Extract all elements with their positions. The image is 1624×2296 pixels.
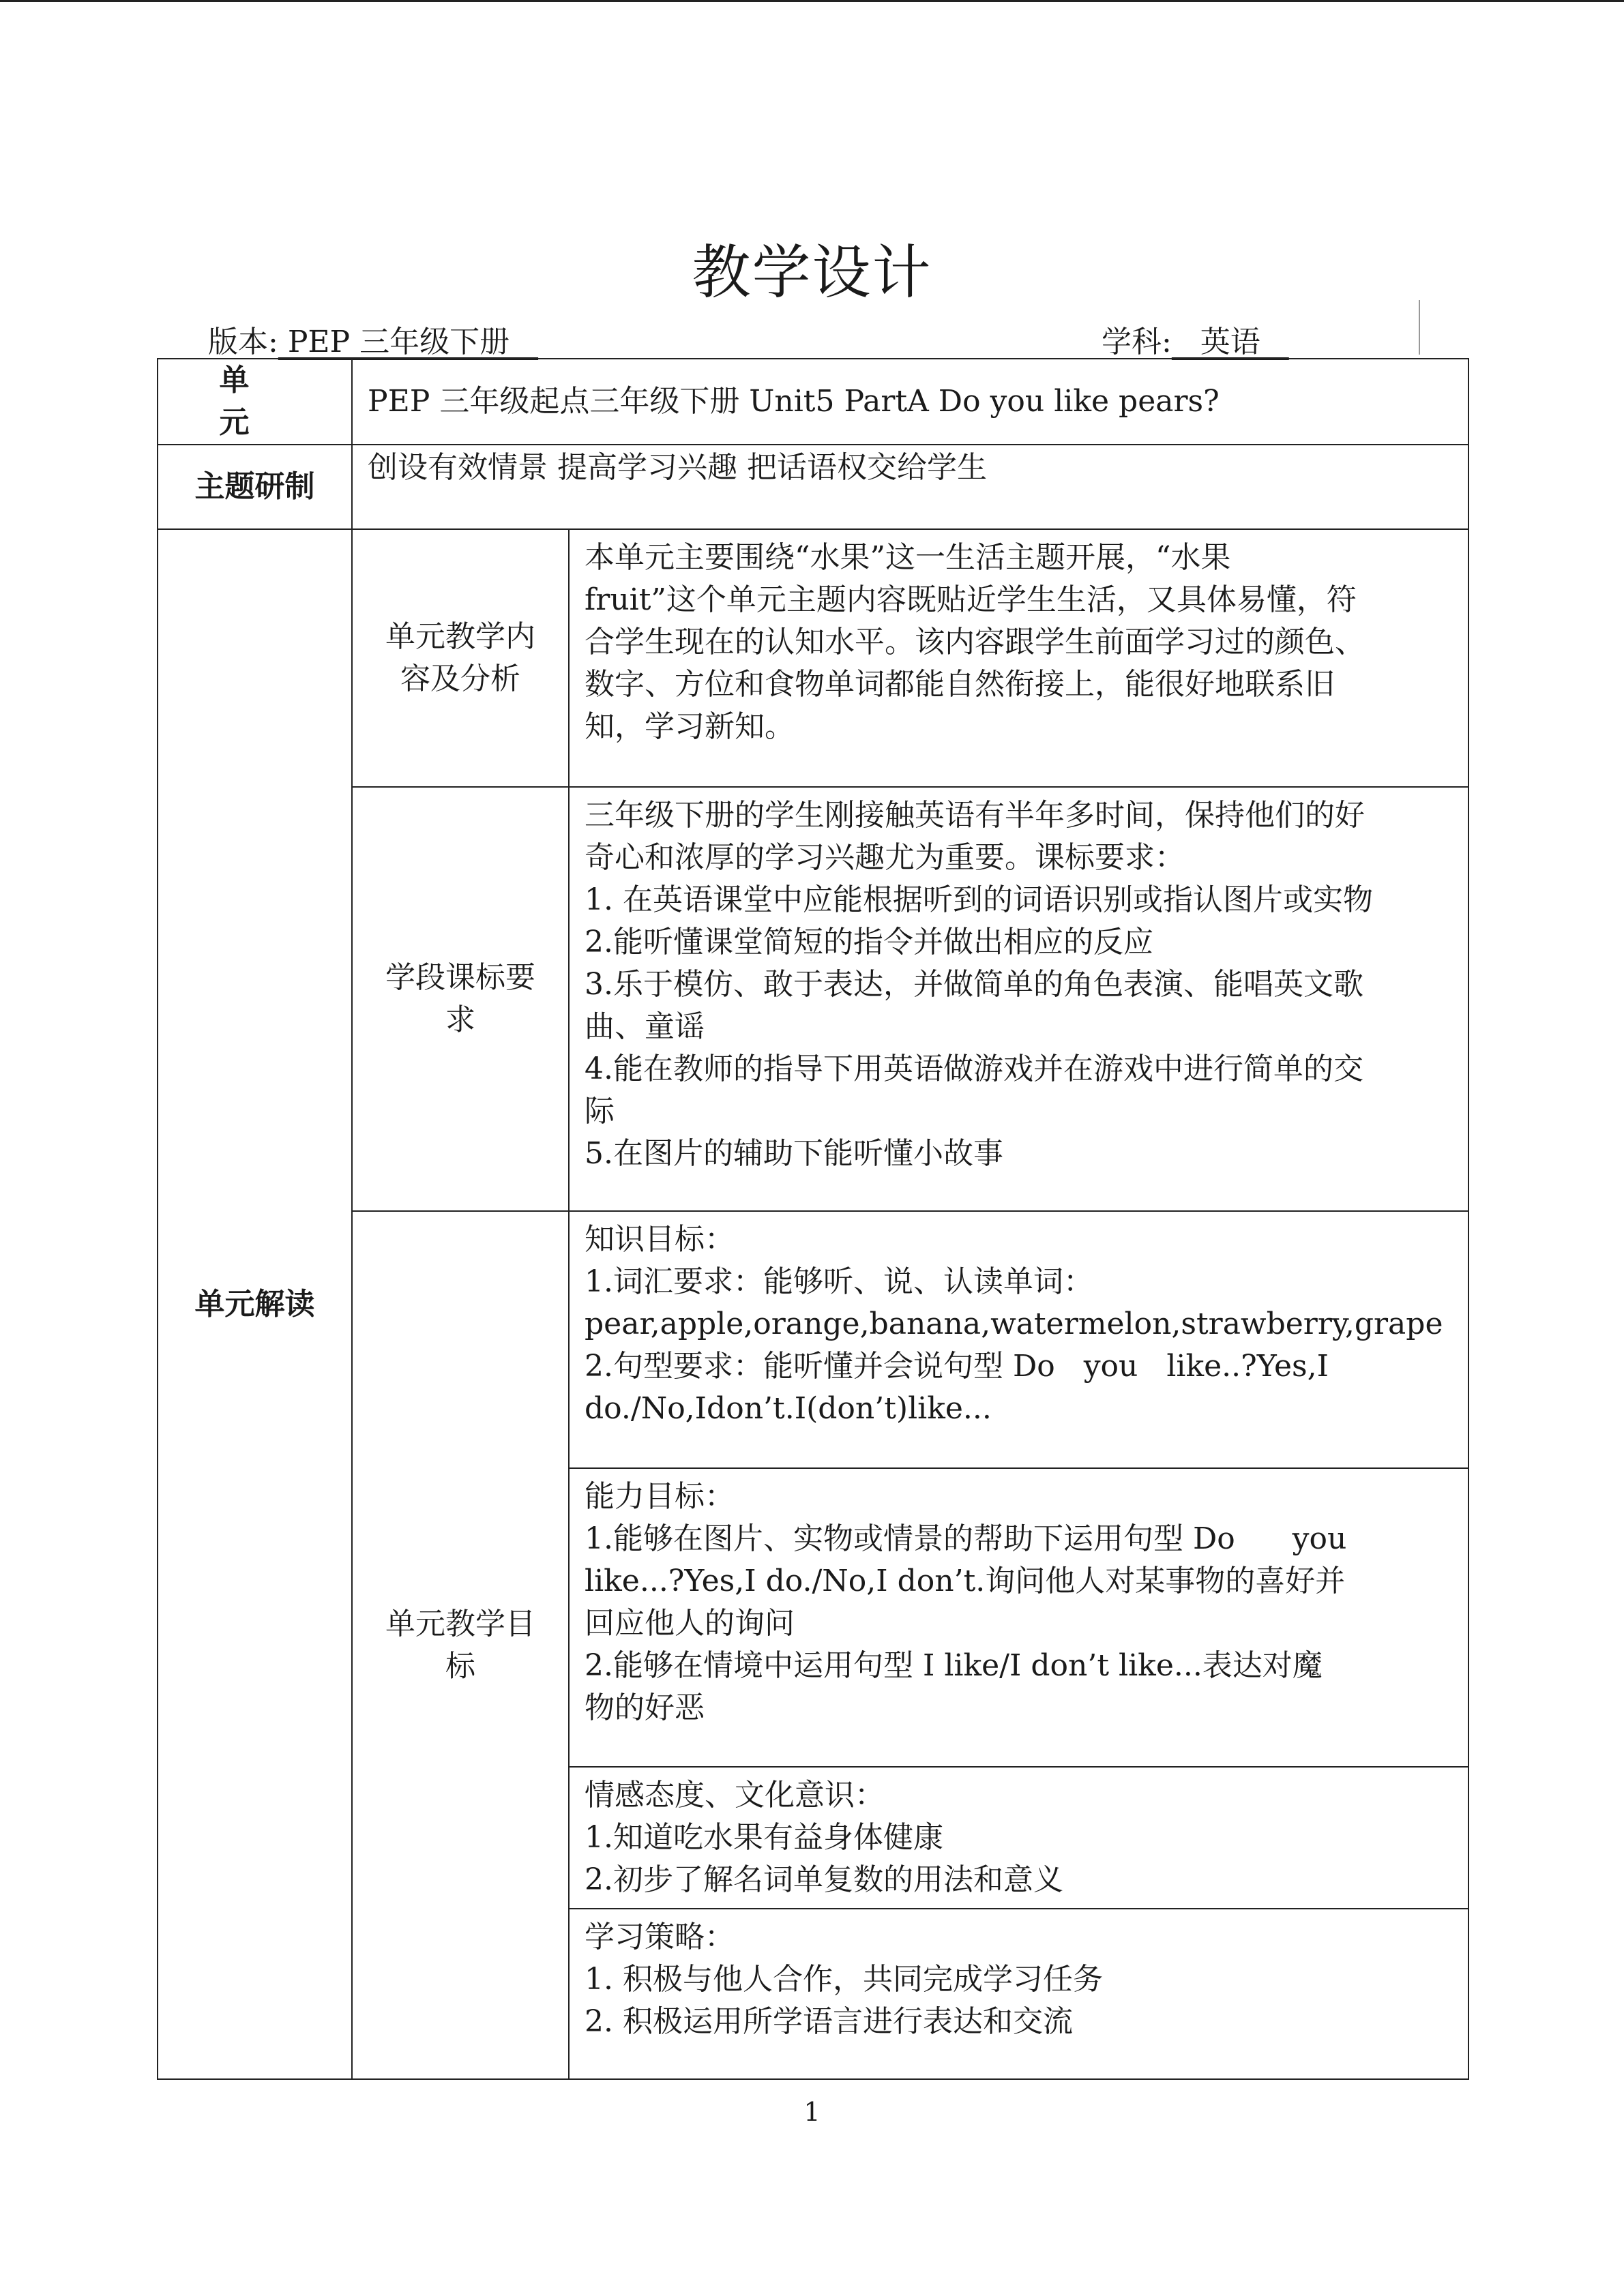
theme-row [158,445,1468,529]
knowledge-objectives-row [158,1211,1468,1468]
stage-requirements-text: 三年级下册的学生刚接触英语有半年多时间，保持他们的好 奇心和浓厚的学习兴趣尤为重要。课标要求： 1. 在英语课堂中应能根据听到的词语识别或指认图片或实物 2.能听懂课堂简短的指令并做出相应的反应 3.乐于模仿、敢于表达，并做简单的角色表演、能唱英文歌 曲、童谣 4.能在教师的指导下用英语做游戏并在游戏中进行简单的交 际 5.在图片的辅助下能听懂小故事 [569,787,1468,1211]
content-analysis-text: 本单元主要围绕“水果”这一生活主题开展，“水果 fruit”这个单元主题内容既贴近学生生活，又具体易懂，符 合学生现在的认知水平。该内容跟学生前面学习过的颜色、 数字、方位和食物单词都能自然衔接上，能很好地联系旧 知，学习新知。 [569,529,1468,787]
strategy-objectives-text: 学习策略： 1. 积极与他人合作，共同完成学习任务 2. 积极运用所学语言进行表达和交流 [569,1909,1468,2079]
unit-label: 单 元 [158,359,352,445]
content-analysis-row [158,529,1468,787]
lesson-design-table [157,358,1469,2080]
unit-value: PEP 三年级起点三年级下册 Unit5 PartA Do you like pears? [352,359,1468,445]
top-border-line [0,0,1624,2]
header-divider [1419,300,1420,355]
edition-field [208,317,538,361]
edition-value: PEP 三年级下册 [278,325,539,359]
unit-row [158,359,1468,445]
theme-label: 主题研制 [158,445,352,529]
subject-field [1102,317,1289,361]
stage-requirements-label: 学段课标要求 [352,787,569,1211]
content-analysis-label: 单元教学内容及分析 [352,529,569,787]
theme-value: 创设有效情景 提高学习兴趣 把话语权交给学生 [352,445,1468,529]
section-label-unit-reading: 单元解读 [158,529,352,2079]
ability-objectives-text: 能力目标： 1.能够在图片、实物或情景的帮助下运用句型 Do you like...?Yes,I do./No,I don’t.询问他人对某事物的喜好并 回应他人的询问 2.能够在情境中运用句型 I like/I don’t like...表达对魔 物的好恶 [569,1468,1468,1767]
subject-label: 学科: [1102,325,1172,359]
objectives-label: 单元教学目标 [352,1211,569,2079]
stage-requirements-row [158,787,1468,1211]
edition-label: 版本: [208,325,278,359]
page-title: 教学设计 [692,239,932,307]
knowledge-objectives-text: 知识目标： 1.词汇要求：能够听、说、认读单词： pear,apple,orange,banana,watermelon,strawberry,grape 2.句型要求：能听懂并会说句型 Do you like..?Yes,I do./No,Idon’t.I(don’t)like... [569,1211,1468,1468]
emotion-objectives-text: 情感态度、文化意识： 1.知道吃水果有益身体健康 2.初步了解名词单复数的用法和意义 [569,1767,1468,1909]
page-number: 1 [803,2097,821,2127]
subject-value: 英语 [1171,325,1289,359]
